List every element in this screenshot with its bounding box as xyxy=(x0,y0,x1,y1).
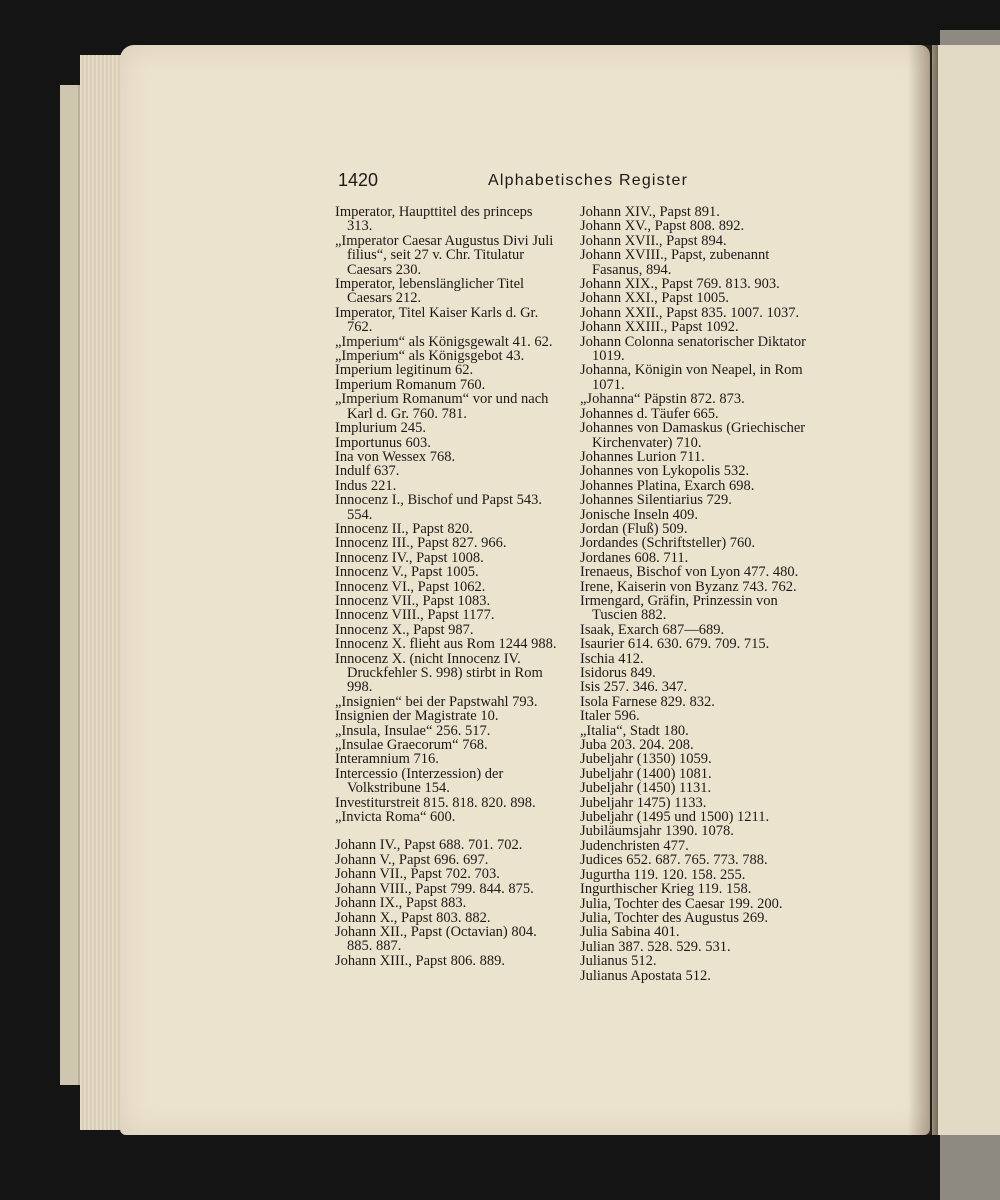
index-entry: Johann XV., Papst 808. 892. xyxy=(580,218,745,235)
index-entry: Implurium 245. xyxy=(335,420,427,437)
index-entry: Judices 652. 687. 765. 773. 788. xyxy=(580,852,768,869)
index-entry: Johann X., Papst 803. 882. xyxy=(335,909,491,926)
index-entry: Jubeljahr (1495 und 1500) 1211. xyxy=(580,809,770,826)
index-entry: Innocenz VI., Papst 1062. xyxy=(335,578,486,595)
index-entry: Julianus 512. xyxy=(580,953,657,970)
index-entry: Julia Sabina 401. xyxy=(580,924,680,941)
section-gap xyxy=(335,824,561,838)
index-entry: Juba 203. 204. 208. xyxy=(580,737,694,754)
index-entry: Innocenz VIII., Papst 1177. xyxy=(335,607,495,624)
index-entry: Jordan (Fluß) 509. xyxy=(580,520,688,537)
index-entry: Interamnium 716. xyxy=(335,751,439,768)
index-entry: Insignien der Magistrate 10. xyxy=(335,708,499,725)
index-entry: Imperator, Titel Kaiser Karls d. Gr. 762. xyxy=(335,304,539,336)
index-entry: Julia, Tochter des Augustus 269. xyxy=(580,909,769,926)
index-entry: Johann XXIII., Papst 1092. xyxy=(580,319,739,336)
index-entry: Innocenz IV., Papst 1008. xyxy=(335,549,484,566)
index-entry: Irmengard, Gräfin, Prinzessin von Tuscien 882. xyxy=(580,592,778,624)
index-entry: „Johanna“ Päpstin 872. 873. xyxy=(580,391,745,408)
index-entry: Isaak, Exarch 687—689. xyxy=(580,621,725,638)
index-entry: Johannes von Lykopolis 532. xyxy=(580,463,750,480)
index-entry: Jubeljahr (1350) 1059. xyxy=(580,751,712,768)
index-entry: Jordanes 608. 711. xyxy=(580,549,689,566)
index-entry: Jubiläumsjahr 1390. 1078. xyxy=(580,823,734,840)
index-entry: Isis 257. 346. 347. xyxy=(580,679,688,696)
index-entry: Johannes von Damaskus (Griechischer Kirchenvater) 710. xyxy=(580,420,806,451)
index-entry: Julia, Tochter des Caesar 199. 200. xyxy=(580,895,783,912)
index-entry: Johann IV., Papst 688. 701. 702. xyxy=(335,837,523,854)
index-entry: Ingurthischer Krieg 119. 158. xyxy=(580,881,752,898)
index-entry: Isaurier 614. 630. 679. 709. 715. xyxy=(580,636,770,653)
index-entry: Innocenz I., Bischof und Papst 543. 554. xyxy=(335,492,542,523)
index-entry: Judenchristen 477. xyxy=(580,837,689,854)
index-entry: Jonische Inseln 409. xyxy=(580,506,698,523)
index-entry: Imperator, lebenslänglicher Titel Caesars 212. xyxy=(335,276,525,307)
index-entry: Johannes Lurion 711. xyxy=(580,448,705,465)
index-entry: „Imperium Romanum“ vor und nach Karl d. Gr. 760. 781. xyxy=(335,391,549,422)
index-entry: Innocenz X. (nicht Innocenz IV. Druckfehler S. 998) stirbt in Rom 998. xyxy=(335,650,543,696)
left-column-entries xyxy=(335,205,561,824)
index-entry: Johann XIX., Papst 769. 813. 903. xyxy=(580,276,780,293)
index-entry: „Italia“, Stadt 180. xyxy=(580,722,689,739)
left-column xyxy=(335,205,561,968)
index-entry: Johannes Silentiarius 729. xyxy=(580,492,732,509)
index-entry: Imperator, Haupttitel des princeps 313. xyxy=(335,204,533,235)
facing-page xyxy=(932,45,1000,1135)
index-entry: Indulf 637. xyxy=(335,463,400,480)
index-entry: Italer 596. xyxy=(580,708,640,725)
index-entry: Investiturstreit 815. 818. 820. 898. xyxy=(335,794,536,811)
page-header xyxy=(338,170,808,194)
running-title: Alphabetisches Register xyxy=(488,172,689,189)
index-entry: Jubeljahr 1475) 1133. xyxy=(580,794,707,811)
index-entry: Johann XXII., Papst 835. 1007. 1037. xyxy=(580,304,800,321)
index-entry: Imperium legitinum 62. xyxy=(335,362,474,379)
index-entry: Jordandes (Schriftsteller) 760. xyxy=(580,535,756,552)
page-number: 1420 xyxy=(338,170,379,190)
index-entry: Johann XVII., Papst 894. xyxy=(580,232,727,249)
index-entry: Innocenz X. flieht aus Rom 1244 988. xyxy=(335,636,557,653)
index-entry: Johann XVIII., Papst, zubenannt Fasanus, 894. xyxy=(580,247,770,278)
index-entry: Julian 387. 528. 529. 531. xyxy=(580,938,731,955)
index-entry: „Invicta Roma“ 600. xyxy=(335,809,456,826)
index-entry: Ina von Wessex 768. xyxy=(335,448,456,465)
index-entry: Johann XIII., Papst 806. 889. xyxy=(335,952,505,969)
index-entry: Johanna, Königin von Neapel, in Rom 1071. xyxy=(580,362,803,393)
left-column-entries-johann xyxy=(335,838,561,968)
index-entry: Importunus 603. xyxy=(335,434,431,451)
index-entry: Johann Colonna senatorischer Diktator 1019. xyxy=(580,333,806,365)
book-gutter xyxy=(908,45,938,1135)
index-entry: „Insula, Insulae“ 256. 517. xyxy=(335,722,491,739)
right-column-entries xyxy=(580,205,806,983)
index-entry: Julianus Apostata 512. xyxy=(580,967,711,984)
index-entry: Johann IX., Papst 883. xyxy=(335,895,467,912)
index-entry: Isidorus 849. xyxy=(580,665,656,681)
index-entry: „Imperator Caesar Augustus Divi Juli filius“, seit 27 v. Chr. Titulatur Caesars 230. xyxy=(335,232,554,278)
index-entry: Intercessio (Interzession) der Volkstribune 154. xyxy=(335,765,504,797)
index-entry: Irene, Kaiserin von Byzanz 743. 762. xyxy=(580,578,797,595)
index-entry: Jubeljahr (1400) 1081. xyxy=(580,765,712,782)
right-column xyxy=(580,205,806,983)
index-entry: Johann XII., Papst (Octavian) 804. 885. 887. xyxy=(335,923,537,955)
index-entry: Johann XXI., Papst 1005. xyxy=(580,290,730,307)
index-entry: Johannes d. Täufer 665. xyxy=(580,405,719,422)
index-entry: Innocenz X., Papst 987. xyxy=(335,621,474,638)
index-entry: Johann XIV., Papst 891. xyxy=(580,204,720,220)
index-entry: „Insulae Graecorum“ 768. xyxy=(335,737,488,754)
index-entry: Innocenz II., Papst 820. xyxy=(335,520,473,537)
index-entry: „Insignien“ bei der Papstwahl 793. xyxy=(335,693,538,710)
index-entry: Johann VII., Papst 702. 703. xyxy=(335,866,500,883)
index-entry: Innocenz III., Papst 827. 966. xyxy=(335,535,507,552)
index-entry: Johann V., Papst 696. 697. xyxy=(335,851,489,868)
index-entry: Imperium Romanum 760. xyxy=(335,376,486,393)
index-entry: Johann VIII., Papst 799. 844. 875. xyxy=(335,880,534,897)
index-entry: Irenaeus, Bischof von Lyon 477. 480. xyxy=(580,564,799,581)
index-entry: Indus 221. xyxy=(335,477,397,494)
index-entry: Innocenz V., Papst 1005. xyxy=(335,564,479,581)
index-entry: Jubeljahr (1450) 1131. xyxy=(580,780,712,797)
index-entry: Isola Farnese 829. 832. xyxy=(580,693,715,710)
index-entry: Johannes Platina, Exarch 698. xyxy=(580,477,755,494)
index-entry: Ischia 412. xyxy=(580,650,644,667)
index-entry: Innocenz VII., Papst 1083. xyxy=(335,592,491,609)
index-entry: „Imperium“ als Königsgewalt 41. 62. xyxy=(335,333,553,350)
index-entry: „Imperium“ als Königsgebot 43. xyxy=(335,348,525,365)
index-entry: Jugurtha 119. 120. 158. 255. xyxy=(580,866,746,883)
